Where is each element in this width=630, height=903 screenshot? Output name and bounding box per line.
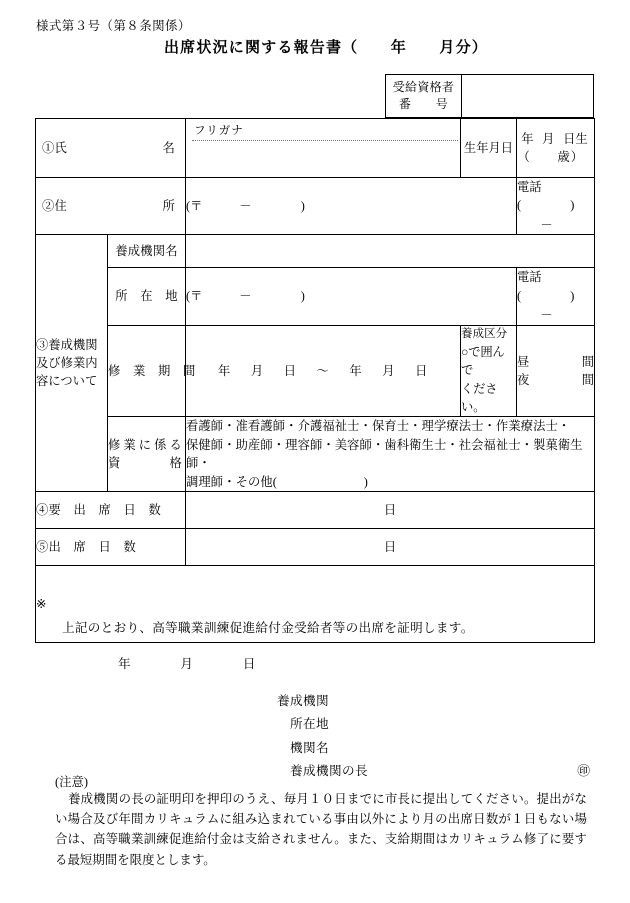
period-start-year: 年 — [218, 363, 231, 378]
dob-age-label: （ 歳） — [517, 150, 584, 164]
required-days-field[interactable] — [186, 492, 595, 529]
attended-days-unit: 日 — [383, 540, 397, 555]
option-nighttime-c1: 夜 — [517, 373, 530, 388]
table-row-institution-location — [36, 268, 595, 325]
table-row-address — [36, 178, 595, 235]
furigana-divider — [192, 140, 458, 141]
training-category-note-line2: ください。 — [461, 381, 498, 415]
location-tel-field[interactable] — [517, 268, 595, 325]
name-label-tail: 名 — [162, 140, 175, 155]
furigana-label: フリガナ — [194, 124, 244, 137]
training-period-parts — [186, 362, 460, 380]
name-label: ①氏 — [42, 140, 67, 155]
dob-day-label: 日生 — [563, 131, 588, 146]
location-postal-label: (〒 － ) — [186, 289, 305, 304]
institution-name-field[interactable] — [186, 235, 595, 268]
location-tel-dash: － — [540, 308, 553, 323]
location-label: 所 在 地 — [108, 268, 186, 325]
address-label: ②住 — [42, 198, 67, 213]
address-tel-dash: － — [540, 217, 553, 232]
main-form-table — [35, 118, 595, 643]
period-end-day: 日 — [415, 363, 428, 378]
signature-institution-label: 養成機関 — [277, 694, 329, 708]
option-daytime-c2: 間 — [581, 354, 594, 369]
address-tel-field[interactable] — [517, 178, 595, 235]
notes-body: 養成機関の長の証明印を押印のうえ、毎月１０日までに市長に提出してください。提出がない場合及び年間カリキュラムに組み込まれている事由以外により月の出席日数が１日もない場合は、高等職業訓練促進給付金は支給されません。また、支給期間はカリキュラム修了に要する最短期間を限度とします。 — [55, 792, 587, 867]
dob-ymd — [517, 130, 594, 148]
period-start-day: 日 — [283, 363, 297, 378]
recipient-number-label-line1: 受給資格者 — [392, 79, 455, 94]
address-field[interactable] — [186, 178, 517, 235]
certification-date-line[interactable] — [118, 653, 256, 672]
cert-date-year: 年 — [118, 657, 132, 671]
table-row-institution-name — [36, 235, 595, 268]
section3-label-line2: 及び修業内 — [36, 356, 98, 371]
training-category-label-cell — [461, 325, 517, 417]
location-tel-label: 電話( ) — [517, 270, 575, 303]
official-use-mark: ※ — [36, 597, 47, 612]
signature-location-label[interactable]: 所在地 — [290, 717, 329, 732]
section3-label-cell — [36, 235, 108, 492]
recipient-number-label — [386, 75, 462, 117]
address-postal-label: (〒 － ) — [186, 198, 305, 213]
notes-title: (注意) — [55, 775, 89, 789]
option-nighttime[interactable] — [517, 371, 594, 389]
address-label-tail: 所 — [162, 198, 175, 213]
training-period-field[interactable] — [186, 325, 461, 417]
qualification-label-line2: 資 格 — [108, 456, 182, 471]
attended-days-label: ⑤出 席 日 数 — [36, 529, 186, 566]
section3-label-line3: 容について — [36, 374, 98, 389]
table-row-name — [36, 119, 595, 178]
cert-date-day: 日 — [242, 657, 256, 671]
attended-days-field[interactable] — [186, 529, 595, 566]
recipient-number-label-line2: 番 号 — [398, 97, 449, 111]
training-period-label: 修 業 期 間 — [108, 325, 186, 417]
cert-date-month: 月 — [180, 657, 194, 671]
signature-inst-name-label[interactable]: 機関名 — [290, 740, 329, 755]
table-row-training-period — [36, 325, 595, 417]
recipient-number-field[interactable] — [462, 75, 593, 117]
institution-name-label: 養成機関名 — [108, 235, 186, 268]
qualification-options[interactable] — [186, 417, 595, 492]
option-daytime-c1: 昼 — [517, 354, 530, 369]
table-row-qualifications — [36, 417, 595, 492]
signature-block — [277, 690, 590, 783]
form-code: 様式第３号（第８条関係） — [36, 19, 191, 33]
signature-head-label: 養成機関の長 — [290, 763, 368, 778]
required-days-label: ④要 出 席 日 数 — [36, 492, 186, 529]
signature-head-row[interactable] — [277, 760, 590, 783]
period-end-year: 年 — [349, 363, 363, 378]
qualification-label-cell — [108, 417, 186, 492]
name-label-cell — [36, 119, 186, 178]
period-start-month: 月 — [250, 363, 264, 378]
period-tilde: ～ — [316, 363, 330, 378]
section3-label-line1: ③養成機関 — [36, 337, 98, 352]
recipient-number-box — [385, 74, 594, 118]
period-end-month: 月 — [382, 363, 396, 378]
training-category-note-line1: ○で囲んで — [461, 344, 505, 378]
page-title: 出席状況に関する報告書（ 年 月分） — [163, 40, 488, 56]
training-category-options[interactable] — [517, 325, 595, 417]
qualification-line-3: 調理師・その他( ) — [186, 474, 368, 489]
dob-label: 生年月日 — [461, 119, 517, 178]
dob-field[interactable] — [517, 119, 595, 178]
table-row-required-days — [36, 492, 595, 529]
dob-month-label: 月 — [542, 131, 555, 146]
qualification-line-2: 保健師・助産師・理容師・美容師・歯科衛生士・社会福祉士・製菓衛生師・ — [186, 437, 583, 471]
seal-icon: ㊞ — [577, 763, 590, 778]
qualification-label-line1: 修 業 に 係 る — [108, 437, 182, 452]
location-field[interactable] — [186, 268, 517, 325]
option-daytime[interactable] — [517, 353, 594, 371]
option-nighttime-c2: 間 — [581, 373, 594, 388]
address-label-cell — [36, 178, 186, 235]
certification-statement: 上記のとおり、高等職業訓練促進給付金受給者等の出席を証明します。 — [62, 621, 474, 635]
dob-year-label: 年 — [521, 131, 534, 146]
table-row-attended-days — [36, 529, 595, 566]
qualification-line-1: 看護師・准看護師・介護福祉士・保育士・理学療法士・作業療法士・ — [186, 419, 571, 434]
required-days-unit: 日 — [383, 503, 397, 518]
training-category-title: 養成区分 — [461, 327, 508, 340]
address-tel-label: 電話( ) — [517, 180, 575, 213]
name-input-cell[interactable] — [186, 119, 461, 178]
